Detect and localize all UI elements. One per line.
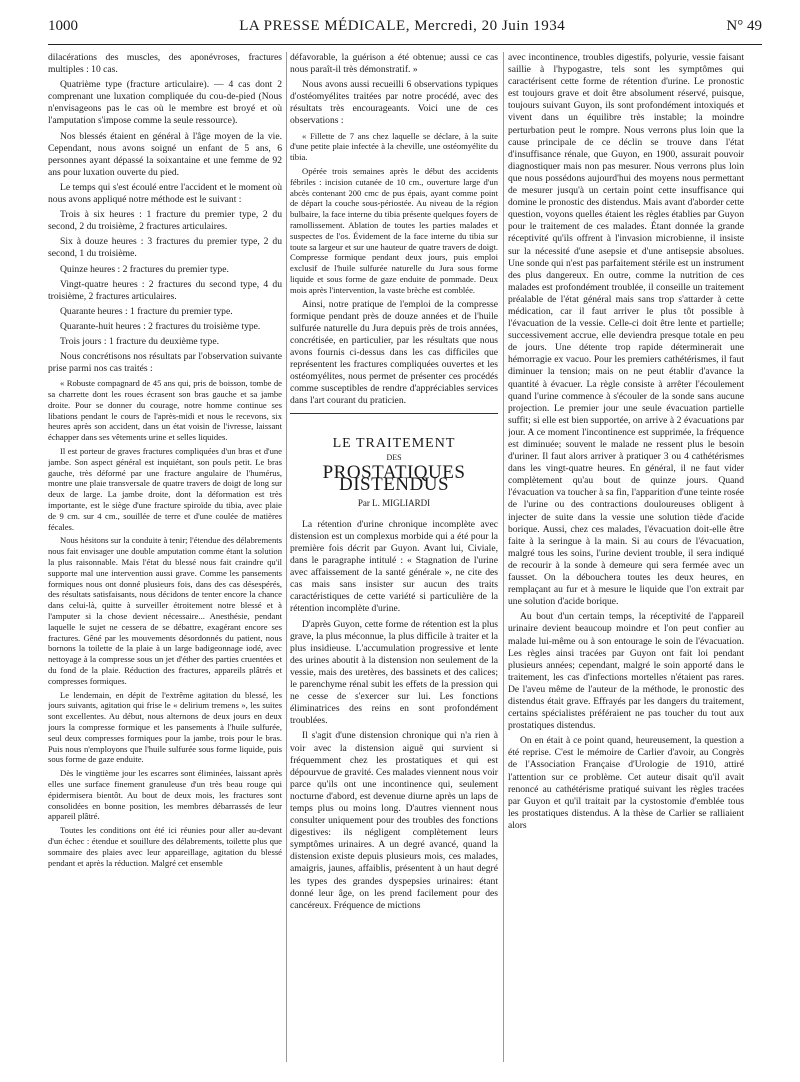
case-report: « Fillette de 7 ans chez laquelle se déclare, à la suite d'une petite plaie infectée à la cheville, une ostéomyélite du tibia. xyxy=(290,130,498,163)
case-report: Opérée trois semaines après le début des accidents fébriles : incision cutanée de 10 cm., ouverture large d'un abcès contenant 200 cmc de pus épais, ayant comme point de départ la couche sous-périostée. Au niveau de la région bulbaire, la face interne du tibia présente quelques foyers de ramollissement. Ablation de toutes les parties malades et suspectes de l'os. Évidement de la face interne du tibia sur toute sa largeur et sur une hauteur de quatre travers de doigt. Compresse formique pendant deux jours, puis emploi exclusif de l'huile sulfurée naturelle du Jura sous forme liquide et sous forme de gaze enduite de pommade. Deux mois après l'intervention, la vaste brèche est comblée. xyxy=(290,165,498,295)
paragraph: Vingt-quatre heures : 2 fractures du second type, 4 du troisième, 2 fractures articulaires. xyxy=(48,278,282,302)
paragraph: Nous concrétisons nos résultats par l'observation suivante prise parmi nos cas traités : xyxy=(48,351,282,375)
paragraph: Il s'agit d'une distension chronique qui n'a rien à voir avec la distension aiguë qui survient si fréquemment chez les prostatiques et qui est dépourvue de gravité. Ces malades viennent nous voir parce qu'ils ont une incontinence qui, seulement nocturne d'abord, est devenue diurne après un laps de temps plus ou moins long. D'autres viennent nous consulter uniquement pour des troubles des fonctions digestives: ils négligent complètement leurs symptômes urinaires. A un degré avancé, quand la distension existe depuis plusieurs mois, ces malades, amaigris, jaunes, affaiblis, présentent à un haut degré les types des grandes dyspepsies urinaires: étant donné leur âge, on les prend facilement pour des cancéreux. Fréquence de mictions xyxy=(290,730,498,911)
case-report: Dès le vingtième jour les escarres sont éliminées, laissant après elles une surface finement granuleuse d'un très beau rouge qui épidermisera bientôt. Au bout de deux mois, les fractures sont consolidées en bonne position, les membres débarrassés de leur appareil plâtré. xyxy=(48,768,282,822)
paragraph: Trois à six heures : 1 fracture du premier type, 2 du second, 2 du troisième, 2 fractures articulaires. xyxy=(48,209,282,233)
paragraph: Trois jours : 1 fracture du deuxième type. xyxy=(60,335,219,347)
column-2 xyxy=(290,52,498,1062)
case-report: « Robuste compagnard de 45 ans qui, pris de boisson, tombe de sa charrette dont les roues écrasent son bras gauche et sa jambe droite. Pour se donner du courage, notre homme continue ses libations pendant le cours de l'après-midi et nous le recevons, six heures après son accident, dans un état voisin de l'ivresse, laissant échapper dans ses vêtements urine et selles liquides. xyxy=(48,378,282,443)
title-line-1: LE TRAITEMENT xyxy=(332,436,456,452)
paragraph: D'après Guyon, cette forme de rétention est la plus grave, la plus méconnue, la plus difficile à traiter et la plus insidieuse. L'accumulation progressive et lente des urines aboutit à la distension non seulement de la vessie, mais des uretères, des bassinets et des calices; le parenchyme rénal subit les effets de la pression qui ne cesse de s'exercer sur lui. Les fonctions éliminatrices des reins en sont profondément troublées. xyxy=(290,618,498,727)
paragraph: Nous avons aussi recueilli 6 observations typiques d'ostéomyélites traitées par notre procédé, avec des résultats très encourageants. Voici une de ces observations : xyxy=(290,79,498,127)
case-report: Toutes les conditions ont été ici réunies pour aller au-devant d'un échec : étendue et souillure des délabrements, toilette plus que sommaire des plaies avec leur appareillage, agitation du blessé pendant et après la réduction. Malgré cet ensemble xyxy=(48,825,282,868)
paragraph: dilacérations des muscles, des aponévroses, fractures multiples : 10 cas. xyxy=(48,52,282,76)
paragraph: Nos blessés étaient en général à l'âge moyen de la vie. Cependant, nous avons soigné un enfant de 5 ans, 6 personnes ayant dépassé la soixantaine et une femme de 92 ans pour luxation ouverte du pied. xyxy=(48,130,282,178)
paragraph: On en était à ce point quand, heureusement, la question a été reprise. C'est le mémoire de Carlier d'avoir, au Congrès de l'Association Française d'Urologie de 1910, attiré l'attention sur ce problème. Cet auteur disait qu'il avait renoncé au cathétérisme pratiqué suivant les règles tracées par Guyon et qu'il traitait par la cystostomie d'emblée tous les prostatiques distendus. A la thèse de Carlier se ralliaient alors xyxy=(508,735,744,831)
paragraph: Ainsi, notre pratique de l'emploi de la compresse formique pendant près de douze années et de l'huile sulfurée naturelle du Jura depuis près de trois années, concrétisée, en particulier, par les résultats que nous avons fournis ci-dessus dans les cas difficiles que représentent les fractures compliquées ouvertes et les ostéomyélites, nous permet de présenter ces procédés comme susceptibles de rendre d'appréciables services dans l'art courant du praticien. xyxy=(290,298,498,407)
title-line-3: PROSTATIQUES DISTENDUS xyxy=(322,461,466,495)
paragraph: Le temps qui s'est écoulé entre l'accident et le moment où nous avons appliqué notre méthode est le suivant : xyxy=(48,181,282,206)
column-divider xyxy=(503,52,504,1062)
paragraph: Quatrième type (fracture articulaire). — 4 cas dont 2 comprenant une luxation compliquée du cou-de-pied (Nous n'envisageons pas le cas où le membre est broyé et où l'amputation s'impose comme la seule ressource). xyxy=(48,79,282,127)
paragraph: Quinze heures : 2 fractures du premier type. xyxy=(60,263,229,275)
case-report: Nous hésitons sur la conduite à tenir; l'étendue des délabrements nous fait envisager une double amputation comme étant la solution la plus raisonnable. Mais l'état du blessé nous fait craindre qu'il supporte mal une intervention aussi grave. Comme les pansements formiques nous ont donné plusieurs fois, dans des cas désespérés, des résultats satisfaisants, nous décidons de tenter encore la chance dans celui-là, quitte à surveiller étroitement notre blessé et à l'amputer si la chose devient nécessaire... Anesthésie, pendant laquelle le sujet ne cessera de se débattre, exagérant encore ses fractures. Gêné par les mouvements désordonnés du patient, nous bornons la toilette de la plaie à un large badigeonnage iodé, avec nettoyage à la compresse sous un jet d'éther des parties cruentées et du fond de la plaie. Réduction des fractures, appareils plâtrés et compresses formiques. xyxy=(48,535,282,686)
case-report: Le lendemain, en dépit de l'extrême agitation du blessé, les jours suivants, agitation qui frise le « delirium tremens », les suites sont excellentes. Au début, nous alternons de deux jours en deux jours la compresse formique et les pansements à l'huile sulfurée, seul deux compresses formiques pour la jambe, trois pour le bras. Puis nous n'employons que l'huile sulfurée sous forme liquide, puis sous forme de gaze enduite. xyxy=(48,689,282,765)
paragraph: avec incontinence, troubles digestifs, polyurie, vessie faisant saillie à l'hypogastre, tels sont les symptômes qui caractérisent cette forme de rétention d'urine. Le pronostic est toujours grave et doit être absolument réservé, puisque, toujours suivant Guyon, ils sont profondément intoxiqués et vivent dans un équilibre très instable; la moindre perturbation peut le rompre. Nous verrons plus loin que la cause principale de ce déclin se trouve dans l'état d'insuffisance rénale, que Guyon, en 1900, assurait pouvoir diagnostiquer mais non pas mesurer. Nous verrons plus loin que nous possédons aujourd'hui des moyens nous permettant de mesurer jusqu'à un certain point cette insuffisance qui domine le pronostic des distendus. Mais avant d'aborder cette question, voyons quelles étaient les règles établies par Guyon pour le traitement de ces malades. Étant donnée la grande réceptivité qu'ils offrent à l'invasion microbienne, il insiste sur la nécessité d'une asepsie et d'une antisepsie absolues. Une sonde qui n'est pas parfaitement stérile est un instrument des plus dangereux. En outre, comme la nutrition de ces malades est profondément troublée, il conseille un traitement préalable de l'état général mais sans trop s'attarder à cette médication, car il faut arriver le plus tôt possible à l'évacuation de la vessie. Celle-ci doit être lente et partielle; successivement accrue, elle deviendra presque totale en peu de jours. Une détente trop rapide déterminerait une hémorragie ex vacuo. Pour les premiers cathétérismes, il faut diminuer la tension; mais on ne peut établir d'avance la quantité à évacuer. La règle consiste à arrêter l'écoulement quand l'urine commence à s'écouler de la sonde sans aucune projection. Le premier jour une seule évacuation partielle suffit; si elle est bien supportée, on arrive à 2 évacuations par jour. A ce moment l'incontinence est supprimée, la fréquence est diminuée; souvent le malade ne ressent plus le besoin d'uriner. Il faut alors arriver à pratiquer 3 ou 4 cathétérismes dans les vingt-quatre heures. En général, il ne faut vider complètement qu'au bout de quinze jours. Quand l'évacuation va toucher à sa fin, l'apparition d'une teinte rosée de l'urine ou des contractions douloureuses obligent à injecter de suite dans la vessie une solution tiède d'acide borique. Aussi, chez ces malades, l'évacuation doit-elle être faite à la seringue à la main. Si au cours de l'évacuation, malgré tous les soins, l'urine devient trouble, il sera indiqué de recourir à la sonde à demeure qui sera fermée avec un fausset. On la débouchera toutes les deux heures, en remplaçant au fur et à mesure le liquide que l'on extrait par une solution d'acide borique. xyxy=(508,52,744,608)
paragraph: Quarante-huit heures : 2 fractures du troisième type. xyxy=(60,320,261,332)
paragraph: Six à douze heures : 3 fractures du premier type, 2 du second, 1 du troisième. xyxy=(48,236,282,260)
column-3 xyxy=(508,52,744,1062)
paragraph: Quarante heures : 1 fracture du premier type. xyxy=(60,305,233,317)
paragraph: défavorable, la guérison a été obtenue; aussi ce cas nous paraît-il très démonstratif. » xyxy=(290,52,498,76)
paragraph: La rétention d'urine chronique incomplète avec distension est un complexus morbide qui a été pour la première fois décrit par Guyon. Avant lui, Civiale, dans le paragraphe intitulé : « Stagnation de l'urine avec affaissement de la santé générale », ne cite des cas mais sans insister sur aucun des traits caractéristiques de cette variété si particulière de la rétention incomplète d'urine. xyxy=(290,518,498,615)
column-divider xyxy=(286,52,287,1062)
author-byline: Par L. MIGLIARDI xyxy=(357,497,431,508)
paragraph: Au bout d'un certain temps, la réceptivité de l'appareil urinaire devient beaucoup moindre et l'on peut confier au malade lui-même ou à son entourage le soin de l'évacuation. Les règles ainsi tracées par Guyon ont fait loi pendant plusieurs années; cependant, malgré le soin apporté dans le traitement, les cas d'infections mortelles n'étaient pas rares. De l'aveu même de l'auteur de la méthode, le pronostic des distendus était grave. Effrayés par les dangers du traitement, certains spécialistes préféraient ne pas toucher du tout aux prostatiques distendus. xyxy=(508,611,744,732)
issue-number: N° 49 xyxy=(726,18,762,34)
column-1 xyxy=(48,52,282,1062)
header-rule xyxy=(48,44,762,45)
case-report: Il est porteur de graves fractures compliquées d'un bras et d'une jambe. Son aspect général est inquiétant, son pouls petit. Le bras gauche, très déformé par une fracture angulaire de l'humérus, montre une plaie transversale de quatre travers de doigt de long sur deux de large. La jambe droite, dont la déformation est très importante, est le siège d'une fracture spiroïde du tibia, avec plaie de 9 cm. sur 4 cm., souillée de terre et d'une coulée de matières fécales. xyxy=(48,446,282,532)
publication-line: LA PRESSE MÉDICALE, Mercredi, 20 Juin 1934 xyxy=(239,18,566,34)
page-header xyxy=(48,18,762,42)
article-title xyxy=(290,438,498,508)
page-number: 1000 xyxy=(48,18,78,34)
title-line-2: DES xyxy=(386,453,402,463)
article-separator xyxy=(290,413,498,414)
